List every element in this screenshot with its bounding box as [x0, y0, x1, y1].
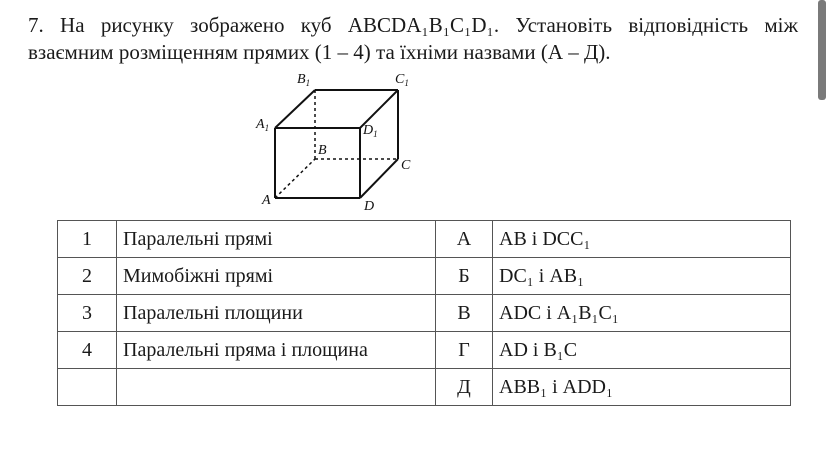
row-pair: ADC і A₁B₁C₁: [493, 295, 791, 332]
row-letter: В: [436, 295, 493, 332]
edge-a1b1: [275, 90, 315, 128]
row-number: 3: [58, 295, 117, 332]
row-pair: DC₁ і AB₁: [493, 258, 791, 295]
task-text: [28, 12, 798, 66]
table-row: [58, 258, 791, 295]
edge-ab-hidden: [275, 159, 315, 198]
scrollbar-thumb[interactable]: [818, 0, 826, 100]
row-pair: ABB₁ і ADD₁: [493, 369, 791, 406]
table-row: [58, 221, 791, 258]
label-a1: $A_1$: [256, 117, 270, 133]
label-a: A: [262, 193, 271, 208]
label-c: C: [401, 158, 411, 173]
matching-table: [57, 220, 791, 406]
row-relation: Мимобіжні прямі: [117, 258, 436, 295]
row-letter: Б: [436, 258, 493, 295]
row-pair: AD і B₁C: [493, 332, 791, 369]
label-d1: $D_1$: [363, 123, 378, 139]
row-relation: Паралельні площини: [117, 295, 436, 332]
row-relation: [117, 369, 436, 406]
label-c1: $C_1$: [395, 72, 409, 88]
row-letter: Д: [436, 369, 493, 406]
task-line-2: взаємним розміщенням прямих (1 – 4) та їхніми назвами (А – Д).: [28, 40, 611, 64]
table-row: [58, 369, 791, 406]
row-number: 1: [58, 221, 117, 258]
table-row: [58, 295, 791, 332]
label-b: B: [318, 143, 327, 158]
row-relation: Паралельні пряма і площина: [117, 332, 436, 369]
cube-drawing: [250, 70, 430, 215]
table-row: [58, 332, 791, 369]
row-letter: А: [436, 221, 493, 258]
row-number: [58, 369, 117, 406]
cube-figure: [250, 70, 430, 215]
task-number: 7.: [28, 13, 44, 37]
label-d: D: [364, 199, 375, 214]
edge-dc: [360, 159, 398, 198]
row-relation: Паралельні прямі: [117, 221, 436, 258]
task-statement-1: На рисунку зображено куб ABCDA₁B₁C₁D₁. Установіть відповідність між: [60, 13, 798, 37]
row-letter: Г: [436, 332, 493, 369]
row-number: 4: [58, 332, 117, 369]
row-pair: AB і DCC₁: [493, 221, 791, 258]
label-b1: $B_1$: [297, 72, 311, 88]
task-line-1: [28, 12, 798, 39]
row-number: 2: [58, 258, 117, 295]
